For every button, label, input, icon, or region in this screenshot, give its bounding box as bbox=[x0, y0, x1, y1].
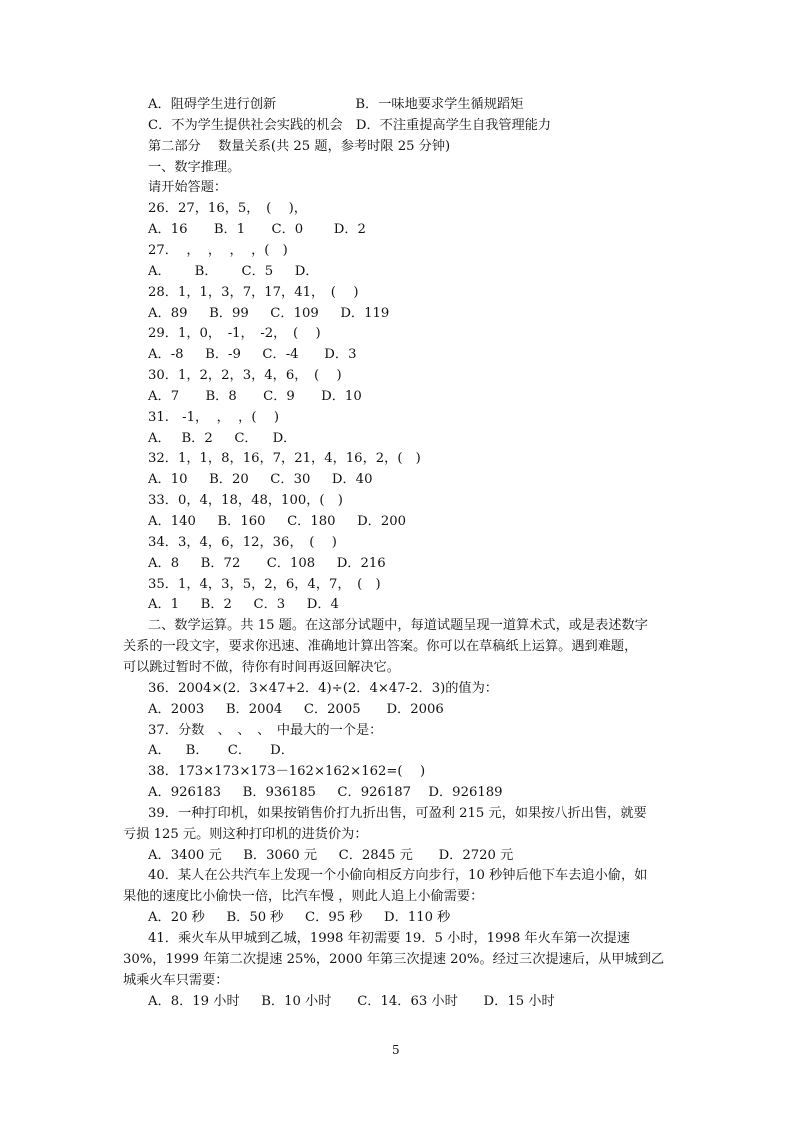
text-line: 30．1，2，2，3，4，6， ( ) bbox=[148, 368, 342, 384]
text-line: 亏损 125 元。则这种打印机的进货价为： bbox=[123, 826, 368, 842]
text-line: 29．1，0， -1， -2， ( ) bbox=[148, 326, 321, 342]
text-line: C．不为学生提供社会实践的机会 D．不注重提高学生自我管理能力 bbox=[148, 117, 552, 133]
text-line: A．10 B．20 C．30 D．40 bbox=[148, 472, 373, 488]
text-line: 28．1，1，3，7，17，41， ( ) bbox=[148, 284, 359, 300]
text-line: 26．27，16，5， ( )， bbox=[148, 201, 307, 217]
text-line: A．20 秒 B．50 秒 C．95 秒 D．110 秒 bbox=[148, 910, 451, 926]
text-line: A．16 B．1 C．0 D．2 bbox=[148, 222, 366, 238]
text-line: 果他的速度比小偷快一倍，比汽车慢 ，则此人追上小偷需要： bbox=[123, 889, 484, 905]
text-line: A．1 B．2 C．3 D．4 bbox=[148, 597, 339, 613]
text-line: A．8 B．72 C．108 D．216 bbox=[148, 555, 386, 571]
text-line: 第二部分 数量关系(共 25 题，参考时限 25 分钟) bbox=[148, 138, 451, 154]
text-line: A．2003 B．2004 C．2005 D．2006 bbox=[148, 701, 444, 717]
text-line: 32．1，1，8，16，7，21，4，16，2，( ) bbox=[148, 451, 421, 467]
text-line: 39．一种打印机，如果按销售价打九折出售，可盈利 215 元，如果按八折出售，就要 bbox=[148, 805, 647, 821]
text-line: A． B．2 C． D． bbox=[148, 430, 297, 446]
text-line: A．926183 B．936185 C．926187 D．926189 bbox=[148, 785, 503, 801]
text-line: 40．某人在公共汽车上发现一个小偷向相反方向步行，10 秒钟后他下车去追小偷，如 bbox=[148, 868, 648, 884]
text-line: 33．0，4，18，48，100，( ) bbox=[148, 493, 343, 509]
text-line: A．7 B．8 C．9 D．10 bbox=[148, 388, 362, 404]
text-line: 37．分数 、 、 、 中最大的一个是： bbox=[148, 722, 383, 738]
text-line: 30%，1999 年第二次提速 25%，2000 年第三次提速 20%。经过三次提速后，从甲城到乙 bbox=[123, 951, 665, 967]
text-line: 35．1，4，3，5，2，6，4，7， ( ) bbox=[148, 576, 381, 592]
text-line: 41．乘火车从甲城到乙城，1998 年初需要 19．5 小时，1998 年火车第一次提速 bbox=[148, 931, 630, 946]
text-line: 38．173×173×173－162×162×162=( ) bbox=[148, 764, 426, 780]
text-line: 可以跳过暂时不做，待你有时间再返回解决它。 bbox=[123, 659, 400, 675]
text-line: 27． ， ， ， ，( ) bbox=[148, 242, 288, 258]
text-line: 一、数字推理。 bbox=[148, 159, 241, 175]
text-line: 31. -1， ， ，( ) bbox=[148, 409, 280, 425]
text-line: 36．2004×(2．3×47+2．4)÷(2．4×47-2．3)的值为： bbox=[148, 680, 498, 696]
page-number: 5 bbox=[392, 1043, 400, 1057]
text-line: 34．3，4，6，12，36， ( ) bbox=[148, 534, 337, 550]
text-line: 二、数学运算。共 15 题。在这部分试题中，每道试题呈现一道算术式，或是表述数字 bbox=[148, 618, 648, 634]
text-line: A． B． C． D． bbox=[148, 743, 294, 759]
text-line: A．-8 B．-9 C．-4 D．3 bbox=[148, 347, 357, 363]
text-line: A．89 B．99 C．109 D．119 bbox=[148, 305, 390, 321]
text-line: A．8．19 小时 B．10 小时 C．14．63 小时 D．15 小时 bbox=[148, 993, 555, 1009]
text-line: 关系的一段文字，要求你迅速、准确地计算出答案。你可以在草稿纸上运算。遇到难题， bbox=[123, 639, 638, 655]
text-line: A．阻碍学生进行创新 B．一味地要求学生循规蹈矩 bbox=[148, 97, 524, 112]
text-line: 请开始答题： bbox=[148, 180, 228, 196]
text-line: A．3400 元 B．3060 元 C．2845 元 D．2720 元 bbox=[148, 847, 514, 863]
text-line: A． B． C．5 D． bbox=[148, 263, 319, 279]
text-line: A．140 B．160 C．180 D．200 bbox=[148, 514, 407, 529]
text-line: 城乘火车只需要： bbox=[123, 972, 229, 988]
